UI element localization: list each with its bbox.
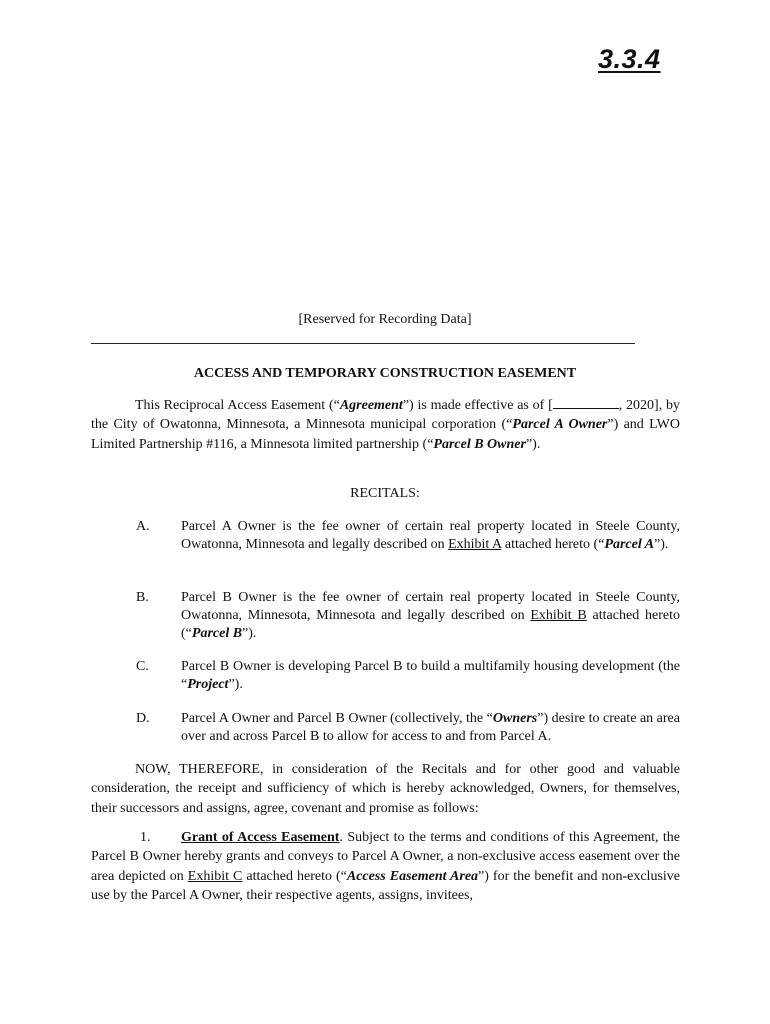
recitals-heading: RECITALS: <box>350 486 420 501</box>
defined-term-parcel-a: Parcel A <box>604 537 655 552</box>
recital-text: Parcel A Owner is the fee owner of certain real property located in Steele County, Owatonna, Minnesota and legally described on Exhibit A attached hereto (“Parcel A”). <box>181 519 680 552</box>
defined-term-access-easement-area: Access Easement Area <box>346 868 479 884</box>
document-reference-number: 3.3.4 <box>598 44 661 74</box>
exhibit-a-reference[interactable]: Exhibit A <box>448 537 502 552</box>
document-title: ACCESS AND TEMPORARY CONSTRUCTION EASEMENT <box>193 366 577 381</box>
recital-a <box>91 518 680 554</box>
intro-paragraph: This Reciprocal Access Easement (“Agreement”) is made effective as of [ , 2020], by the City of Owatonna, Minnesota, a Minnesota municipal corporation (“Parcel A Owner”) and LWO Limited Partnership #116, a Minnesota limited partnership (“Parcel B Owner”). <box>91 398 680 452</box>
section-1-heading: Grant of Access Easement <box>181 830 340 845</box>
recital-letter: B. <box>136 590 149 605</box>
recital-letter: C. <box>136 659 149 674</box>
defined-term-owners: Owners <box>492 711 538 726</box>
exhibit-b-reference[interactable]: Exhibit B <box>530 608 587 623</box>
recording-data-placeholder: [Reserved for Recording Data] <box>298 312 472 327</box>
recital-text: Parcel A Owner and Parcel B Owner (collectively, the “Owners”) desire to create an area over and across Parcel B to allow for access to and from Parcel A. <box>181 711 680 744</box>
exhibit-c-reference[interactable]: Exhibit C <box>187 868 243 884</box>
date-blank <box>553 396 619 409</box>
recital-c <box>91 658 680 694</box>
section-1-paragraph: 1. Grant of Access Easement. Subject to the terms and conditions of this Agreement, the Parcel B Owner hereby grants and conveys to Parcel A Owner, a non-exclusive access easement over the area depicted on Exhibit C attached hereto (“Access Easement Area”) for the benefit and non-exclusive use by the Parcel A Owner, their respective agents, assigns, invitees, <box>91 830 680 904</box>
recital-d <box>91 710 680 746</box>
defined-term-parcel-b: Parcel B <box>191 626 243 641</box>
defined-term-project: Project <box>187 677 229 692</box>
defined-term-parcel-a-owner: Parcel A Owner <box>512 417 608 433</box>
recital-b <box>91 589 680 643</box>
recital-letter: D. <box>136 711 150 726</box>
section-number: 1. <box>140 830 151 845</box>
recital-text: Parcel B Owner is the fee owner of certain real property located in Steele County, Owatonna, Minnesota, Minnesota and legally described on Exhibit B attached hereto (“Parcel B”). <box>181 590 680 641</box>
defined-term-agreement: Agreement <box>339 398 403 413</box>
recital-letter: A. <box>136 519 150 534</box>
defined-term-parcel-b-owner: Parcel B Owner <box>433 436 526 452</box>
recital-text: Parcel B Owner is developing Parcel B to build a multifamily housing development (the “Project”). <box>181 659 680 692</box>
recording-divider <box>91 343 635 344</box>
therefore-paragraph: NOW, THEREFORE, in consideration of the Recitals and for other good and valuable consideration, the receipt and sufficiency of which is hereby acknowledged, Owners, for themselves, their successors and assigns, agree, covenant and promise as follows: <box>91 762 680 816</box>
